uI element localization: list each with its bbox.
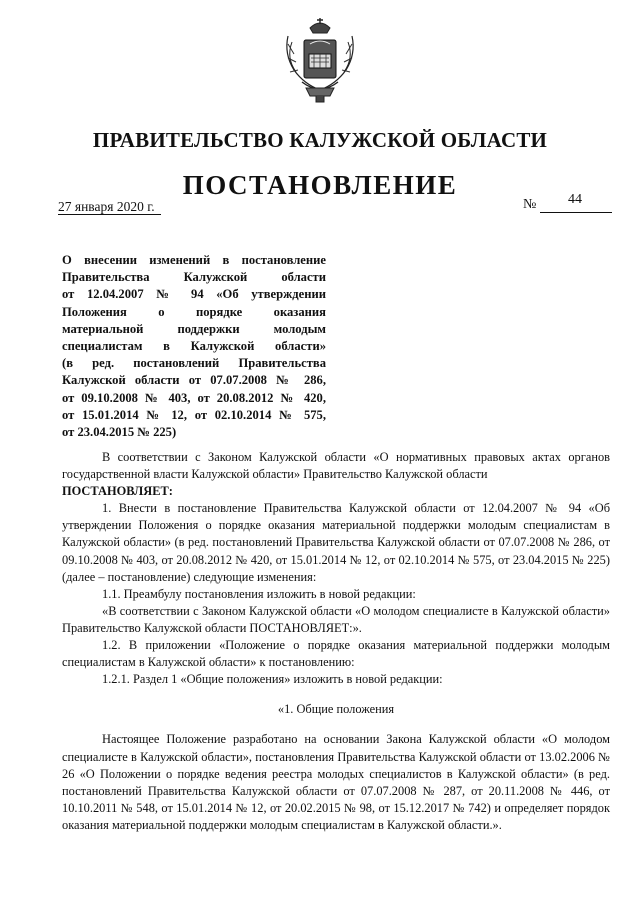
item-1-1-text-paragraph: «В соответствии с Законом Калужской области «О молодом специалисте в Калужской области» Правительство Калужской области ПОСТАНОВЛЯЕТ:». [62,603,610,635]
item-1-1-paragraph: 1.1. Преамбулу постановления изложить в новой редакции: [102,586,416,601]
document-heading [62,252,326,441]
heading-line: Калужской области от 07.07.2008 № 286, [62,373,326,388]
document-date: 27 января 2020 г. [58,199,155,214]
document-body [62,449,610,834]
heading-line: от 12.04.2007 № 94 «Об утверждении [62,287,326,302]
date-underline [58,214,161,215]
heading-line: специалистам в Калужской области» [62,339,326,354]
heading-line: (в ред. постановлений Правительства [62,356,326,371]
coat-of-arms-emblem [280,14,360,106]
heading-line: от 23.04.2015 № 225) [62,425,177,440]
heading-line: Положения о порядке оказания [62,304,326,319]
item-1-2-1-paragraph: 1.2.1. Раздел 1 «Общие положения» изложить в новой редакции: [102,672,443,687]
heading-line: Правительства Калужской области [62,270,326,285]
document-number: 44 [568,192,582,207]
preamble-paragraph: В соответствии с Законом Калужской области «О нормативных правовых актах органов государственной власти Калужской области» Правительство Калужской области [62,450,610,482]
spacer [62,718,610,731]
section-title: «1. Общие положения [277,702,395,717]
item-1-paragraph: 1. Внести в постановление Правительства Калужской области от 12.04.2007 № 94 «Об утверждении Положения о порядке оказания материальной поддержки молодым специалистам в Калужской области» (в ред. постановлений Правительства Калужской области от 07.07.2008 № 286, от 09.10.2008 № 403, от 20.08.2012 № 420, от 15.01.2014 № 12, от 02.10.2014 № 575, от 23.04.2015 № 225) (далее – постановление) следующие изменения: [62,501,610,584]
document-type-title: ПОСТАНОВЛЕНИЕ [182,170,458,200]
spacer [62,688,610,701]
number-underline [540,212,612,213]
decree-word: ПОСТАНОВЛЯЕТ: [62,484,173,499]
item-1-2-paragraph: 1.2. В приложении «Положение о порядке оказания материальной поддержки молодым специалистам в Калужской области» к постановлению: [62,638,610,670]
heading-line: О внесении изменений в постановление [62,253,326,267]
heading-line: от 09.10.2008 № 403, от 20.08.2012 № 420, [62,390,326,405]
heading-line: от 15.01.2014 № 12, от 02.10.2014 № 575, [62,407,326,422]
organization-title: ПРАВИТЕЛЬСТВО КАЛУЖСКОЙ ОБЛАСТИ [92,128,548,152]
number-label: № [523,197,537,212]
section-text-paragraph: Настоящее Положение разработано на основании Закона Калужской области «О молодом специалисте в Калужской области», постановления Правительства Калужской области от 13.02.2006 № 26 «О Положении о порядке ведения реестра молодых специалистов в Калужской области» (в ред. постановлений Правительства Калужской области от 07.07.2008 № 287, от 20.11.2008 № 446, от 10.10.2011 № 548, от 15.01.2014 № 12, от 20.02.2015 № 98, от 15.12.2017 № 742) и определяет порядок оказания материальной поддержки молодым специалистам в Калужской области.». [62,732,610,832]
heading-line: материальной поддержки молодым [62,321,326,336]
